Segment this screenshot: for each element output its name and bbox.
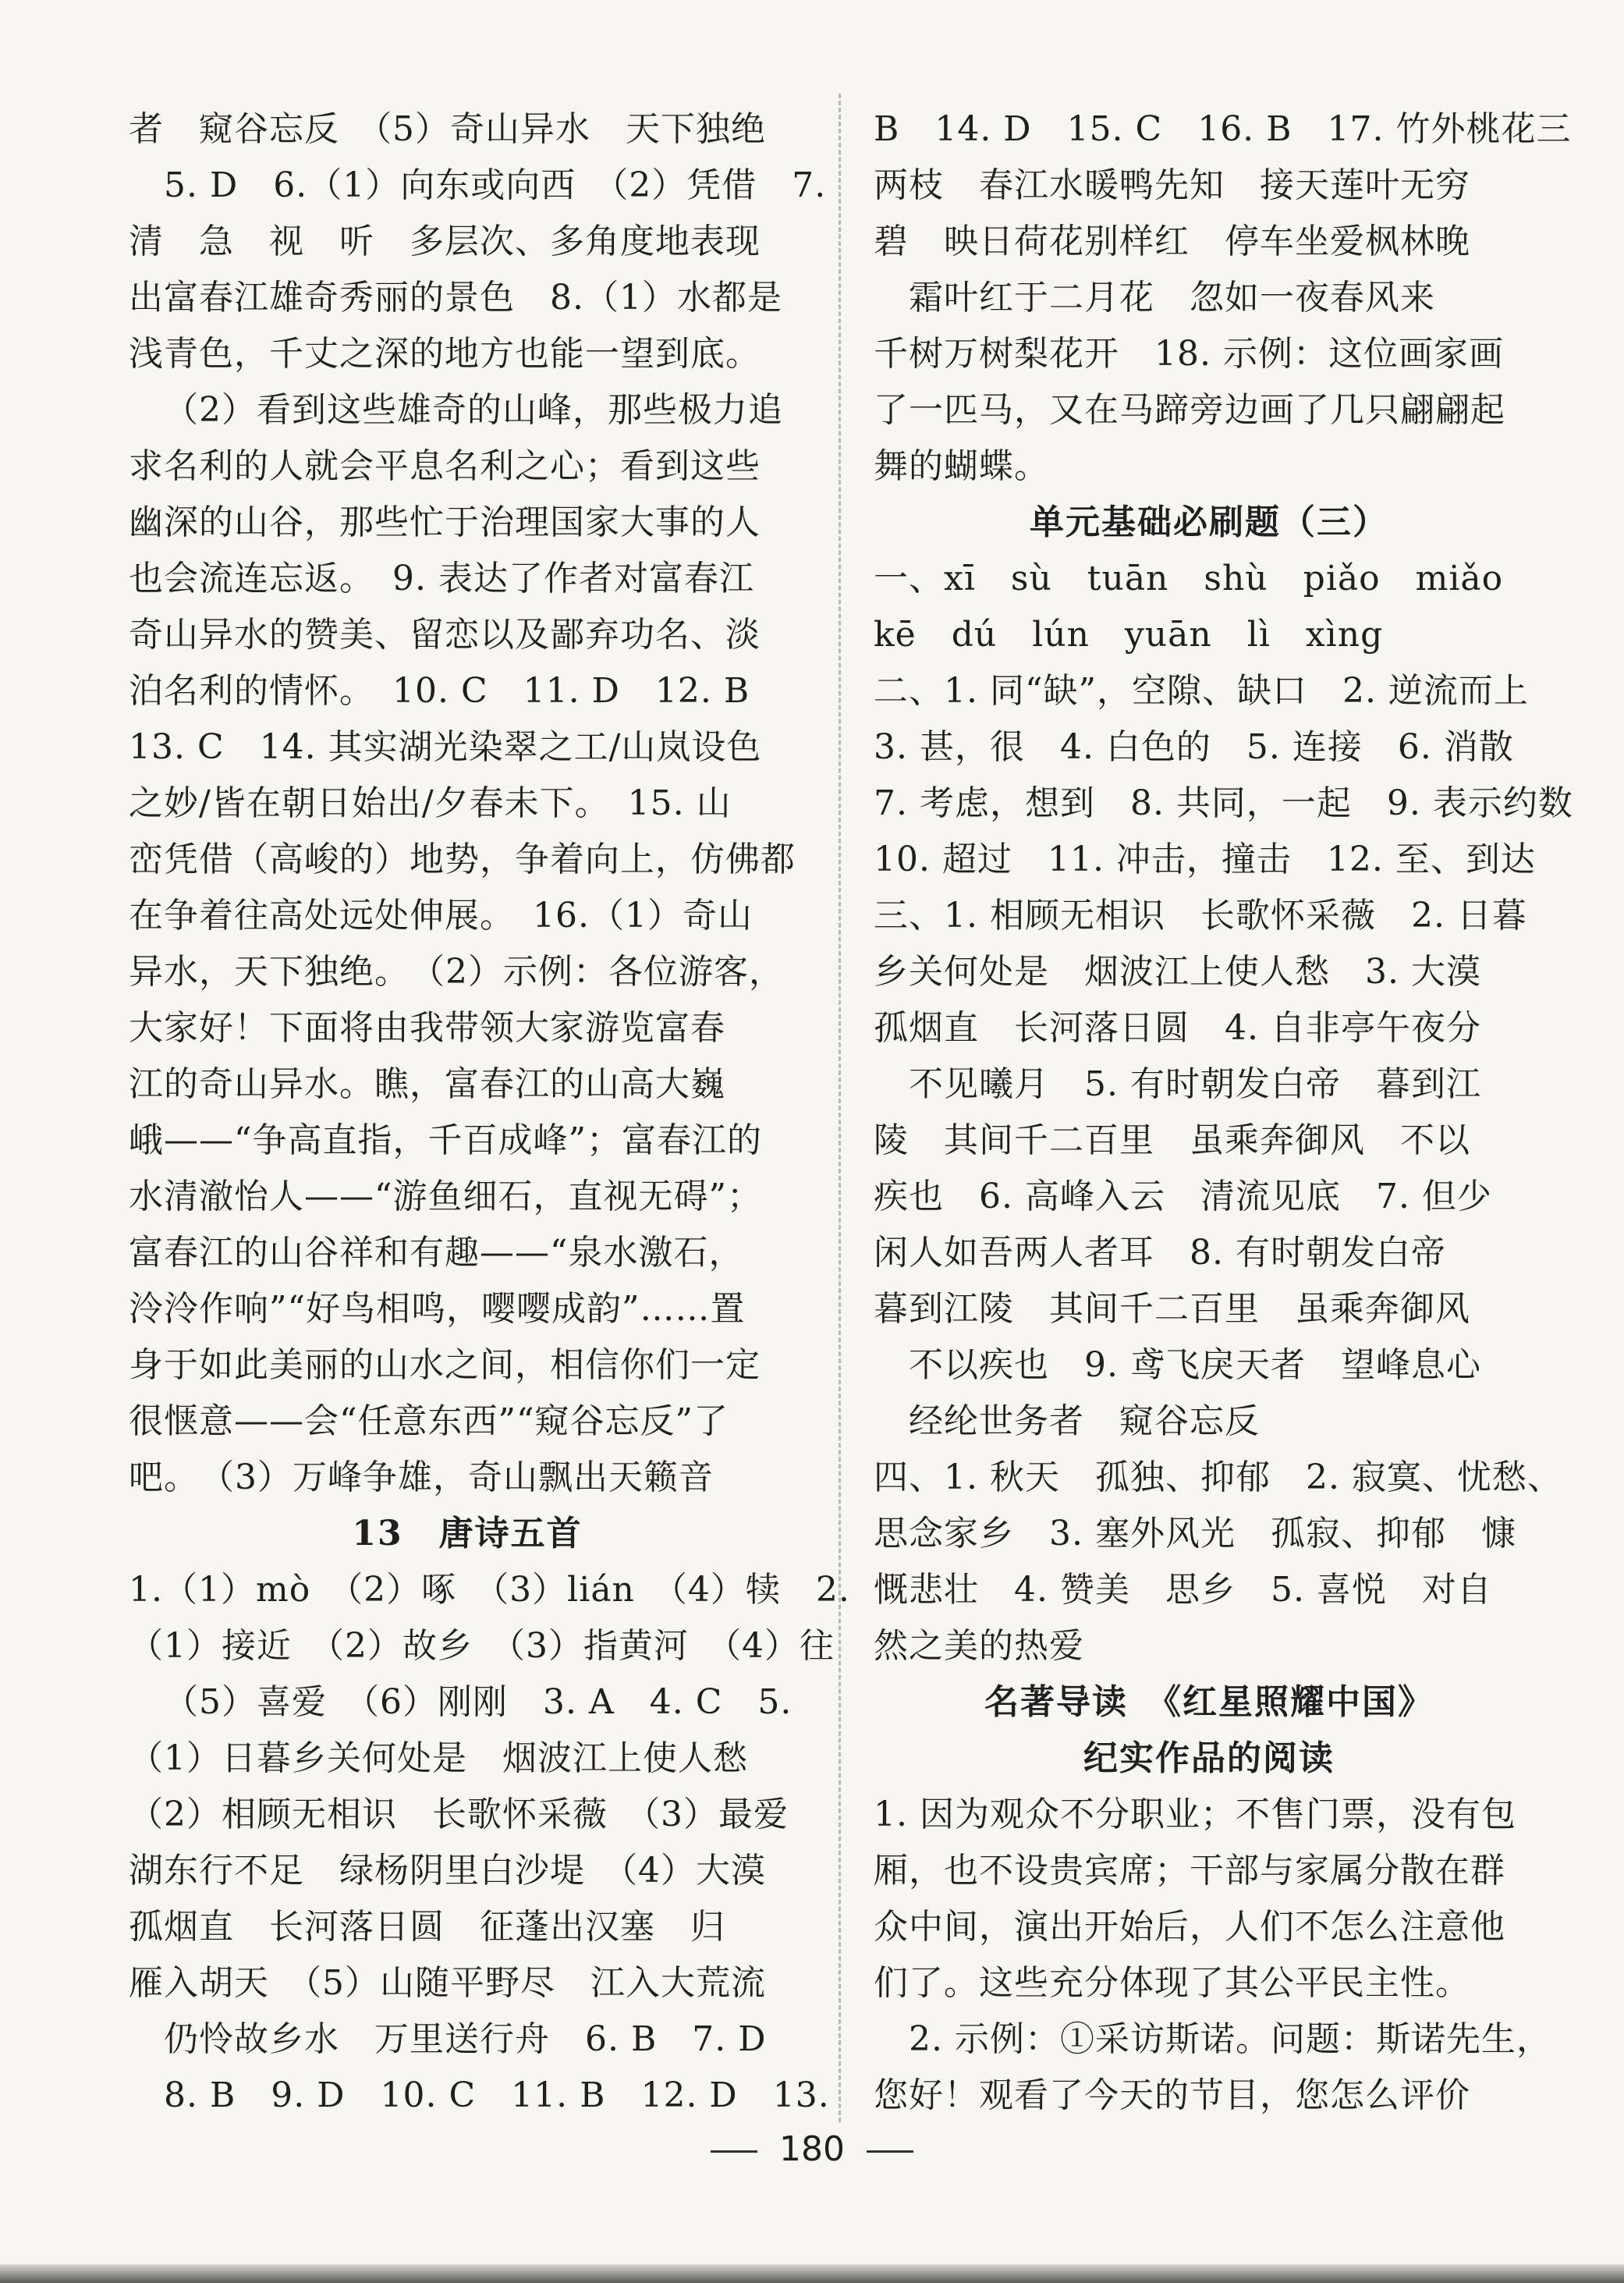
text-line: 1.（1）mò （2）啄 （3）lián （4）犊 2. <box>129 1570 850 1610</box>
text-line: 舞的蝴蝶。 <box>874 446 1049 486</box>
text-line: 之妙/皆在朝日始出/夕春未下。 15. 山 <box>129 783 732 823</box>
text-line: （2）相顾无相识 长歌怀采薇 （3）最爱 <box>129 1795 789 1834</box>
text-line: 也会流连忘返。 9. 表达了作者对富春江 <box>129 559 754 598</box>
text-line: 水清澈怡人——“游鱼细石，直视无碍”； <box>129 1177 762 1216</box>
text-line: 们了。这些充分体现了其公平民主性。 <box>874 1963 1470 2003</box>
text-line: 出富春江雄奇秀丽的景色 8.（1）水都是 <box>129 278 782 318</box>
text-line: 峨——“争高直指，千百成峰”；富春江的 <box>129 1120 762 1160</box>
section-heading: 单元基础必刷题（三） <box>1030 502 1388 542</box>
text-line: 3. 甚，很 4. 白色的 5. 连接 6. 消散 <box>874 727 1514 767</box>
text-line: 慨悲壮 4. 赞美 思乡 5. 喜悦 对自 <box>874 1570 1492 1610</box>
text-line: 三、1. 相顾无相识 长歌怀采薇 2. 日暮 <box>874 896 1527 936</box>
text-line: 然之美的热爱 <box>874 1626 1084 1666</box>
text-line: 7. 考虑，想到 8. 共同，一起 9. 表示约数 <box>874 783 1573 823</box>
scan-edge-shadow <box>0 2264 1624 2283</box>
text-line: 清 急 视 听 多层次、多角度地表现 <box>129 222 761 261</box>
text-line: 众中间，演出开始后，人们不怎么注意他 <box>874 1907 1505 1947</box>
text-line: 泠泠作响”“好鸟相鸣，嘤嘤成韵”……置 <box>129 1289 746 1329</box>
column-divider <box>839 94 841 2122</box>
text-line: 身于如此美丽的山水之间，相信你们一定 <box>129 1345 761 1385</box>
text-line: 经纶世务者 窥谷忘反 <box>909 1401 1260 1441</box>
text-line: 乡关何处是 烟波江上使人愁 3. 大漠 <box>874 952 1481 992</box>
footer-dash-right <box>867 2150 913 2153</box>
text-line: 吧。 （3）万峰争雄，奇山飘出天籁音 <box>129 1457 714 1497</box>
text-line: （2）看到这些雄奇的山峰，那些极力追 <box>164 390 783 430</box>
text-line: 13. C 14. 其实湖光染翠之工/山岚设色 <box>129 727 762 767</box>
text-line: 异水，天下独绝。 （2）示例：各位游客， <box>129 952 784 992</box>
text-line: B 14. D 15. C 16. B 17. 竹外桃花三 <box>874 109 1572 149</box>
text-line: 孤烟直 长河落日圆 4. 自非亭午夜分 <box>874 1008 1481 1048</box>
text-line: 暮到江陵 其间千二百里 虽乘奔御风 <box>874 1289 1470 1329</box>
left-column <box>129 101 850 2124</box>
section-heading: 纪实作品的阅读 <box>1083 1738 1335 1778</box>
text-line: 幽深的山谷，那些忙于治理国家大事的人 <box>129 502 761 542</box>
text-line: 5. D 6.（1）向东或向西 （2）凭借 7. <box>164 165 827 205</box>
text-line: 了一匹马，又在马蹄旁边画了几只翩翩起 <box>874 390 1505 430</box>
text-line: 疾也 6. 高峰入云 清流见底 7. 但少 <box>874 1177 1492 1216</box>
text-line: 浅青色，千丈之深的地方也能一望到底。 <box>129 334 761 374</box>
text-line: 孤烟直 长河落日圆 征蓬出汉塞 归 <box>129 1907 725 1947</box>
page-footer <box>0 2126 1624 2173</box>
text-line: 两枝 春江水暖鸭先知 接天莲叶无穷 <box>874 165 1470 205</box>
text-line: 者 窥谷忘反 （5）奇山异水 天下独绝 <box>129 109 766 149</box>
text-line: 1. 因为观众不分职业；不售门票，没有包 <box>874 1795 1516 1834</box>
footer-dash-left <box>711 2150 757 2153</box>
text-line: 陵 其间千二百里 虽乘奔御风 不以 <box>874 1120 1470 1160</box>
text-line: 不以疾也 9. 鸢飞戾天者 望峰息心 <box>909 1345 1481 1385</box>
text-line: （1）接近 （2）故乡 （3）指黄河 （4）往 <box>129 1626 835 1666</box>
text-line: 思念家乡 3. 塞外风光 孤寂、抑郁 慷 <box>874 1514 1516 1553</box>
text-line: 雁入胡天 （5）山随平野尽 江入大荒流 <box>129 1963 766 2003</box>
text-line: （1）日暮乡关何处是 烟波江上使人愁 <box>129 1738 748 1778</box>
text-line: 厢，也不设贵宾席；干部与家属分散在群 <box>874 1851 1505 1891</box>
section-heading: 名著导读 《红星照耀中国》 <box>984 1682 1434 1722</box>
text-line: 10. 超过 11. 冲击，撞击 12. 至、到达 <box>874 840 1536 879</box>
text-line: 您好！观看了今天的节目，您怎么评价 <box>874 2075 1470 2115</box>
text-line: kē dú lún yuān lì xìng <box>874 615 1384 655</box>
text-line: 奇山异水的赞美、留恋以及鄙弃功名、淡 <box>129 615 761 655</box>
text-line: 闲人如吾两人者耳 8. 有时朝发白帝 <box>874 1233 1446 1273</box>
text-line: 二、1. 同“缺”，空隙、缺口 2. 逆流而上 <box>874 671 1529 711</box>
text-line: 不见曦月 5. 有时朝发白帝 暮到江 <box>909 1064 1481 1104</box>
text-line: 富春江的山谷祥和有趣——“泉水激石， <box>129 1233 744 1273</box>
text-line: 求名利的人就会平息名利之心；看到这些 <box>129 446 761 486</box>
text-line: 四、1. 秋天 孤独、抑郁 2. 寂寞、忧愁、 <box>874 1457 1562 1497</box>
text-line: 江的奇山异水。瞧，富春江的山高大巍 <box>129 1064 725 1104</box>
text-line: 很惬意——会“任意东西”“窥谷忘反”了 <box>129 1401 729 1441</box>
text-line: 千树万树梨花开 18. 示例：这位画家画 <box>874 334 1504 374</box>
text-line: 霜叶红于二月花 忽如一夜春风来 <box>909 278 1435 318</box>
text-line: 峦凭借（高峻的）地势，争着向上，仿佛都 <box>129 840 796 879</box>
page-number: 180 <box>779 2129 845 2169</box>
text-line: 一、xī sù tuān shù piǎo miǎo <box>874 559 1504 598</box>
text-line: 碧 映日荷花别样红 停车坐爱枫林晚 <box>874 222 1470 261</box>
text-line: 大家好！下面将由我带领大家游览富春 <box>129 1008 725 1048</box>
right-column <box>874 101 1573 2124</box>
text-line: 8. B 9. D 10. C 11. B 12. D 13. <box>164 2075 830 2115</box>
text-line: 仍怜故乡水 万里送行舟 6. B 7. D <box>164 2019 767 2059</box>
text-line: 2. 示例：①采访斯诺。问题：斯诺先生， <box>909 2019 1551 2059</box>
text-line: 泊名利的情怀。 10. C 11. D 12. B <box>129 671 750 711</box>
text-line: 湖东行不足 绿杨阴里白沙堤 （4）大漠 <box>129 1851 766 1891</box>
section-heading: 13 唐诗五首 <box>352 1514 583 1553</box>
text-line: 在争着往高处远处伸展。 16.（1）奇山 <box>129 896 753 936</box>
text-line: （5）喜爱 （6）刚刚 3. A 4. C 5. <box>164 1682 792 1722</box>
